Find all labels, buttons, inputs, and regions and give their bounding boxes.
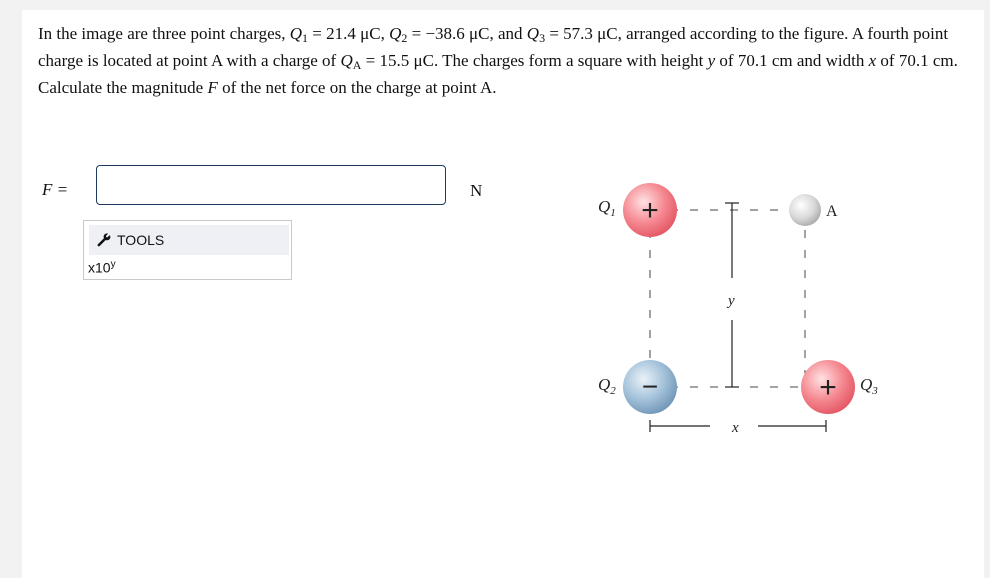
f-symbol: F [207, 78, 218, 97]
wrench-icon [97, 233, 111, 247]
question-part: of 70.1 cm. Calculate the magnitude [38, 51, 958, 97]
q1-value: = 21.4 μC, [308, 24, 390, 43]
charge-figure [562, 160, 882, 450]
q1-subscript: 1 [302, 31, 309, 45]
question-part: of 70.1 cm and width [715, 51, 869, 70]
tools-button[interactable] [89, 225, 289, 255]
q2-subscript: 2 [401, 31, 408, 45]
question-part: of the net force on the charge at point A. [217, 78, 497, 97]
tools-label: TOOLS [117, 232, 165, 248]
answer-input[interactable] [96, 165, 446, 205]
q1-symbol: Q [289, 24, 303, 43]
question-part: In the image are three point charges, [38, 24, 290, 43]
q2-symbol: Q [389, 24, 402, 43]
q1-label: $Q_1$ [598, 197, 616, 219]
scientific-notation-button[interactable] [88, 259, 116, 276]
y-label: y [728, 293, 735, 309]
answer-label: F = [42, 180, 69, 199]
q2-label: $Q_2$ [598, 375, 616, 397]
q3-label: $Q_3$ [860, 375, 878, 397]
y-symbol: y [707, 51, 716, 70]
x-label: x [732, 420, 739, 436]
q2-value: = −38.6 μC, and [407, 24, 527, 43]
q3-value: = 57.3 μC, arranged according to the figure. A fourth point charge is located at point A with a charge of [38, 24, 949, 70]
plus-sign-q3: + [819, 371, 837, 404]
qa-subscript: A [352, 58, 362, 72]
qa-symbol: Q [340, 51, 353, 70]
unit-label: N [470, 181, 483, 200]
q3-symbol: Q [526, 24, 540, 43]
x-symbol: x [868, 51, 877, 70]
question-text [38, 20, 978, 101]
plus-sign-q1: + [641, 194, 659, 227]
minus-sign-q2: − [641, 371, 659, 402]
q3-subscript: 3 [539, 31, 546, 45]
qa-value: = 15.5 μC. The charges form a square with height [361, 51, 708, 70]
x10-label: x10 [88, 259, 111, 276]
question-panel [22, 10, 984, 578]
x10-superscript: y [110, 259, 116, 270]
point-a [789, 194, 821, 226]
a-label: A [826, 203, 838, 220]
tools-box [83, 220, 292, 280]
